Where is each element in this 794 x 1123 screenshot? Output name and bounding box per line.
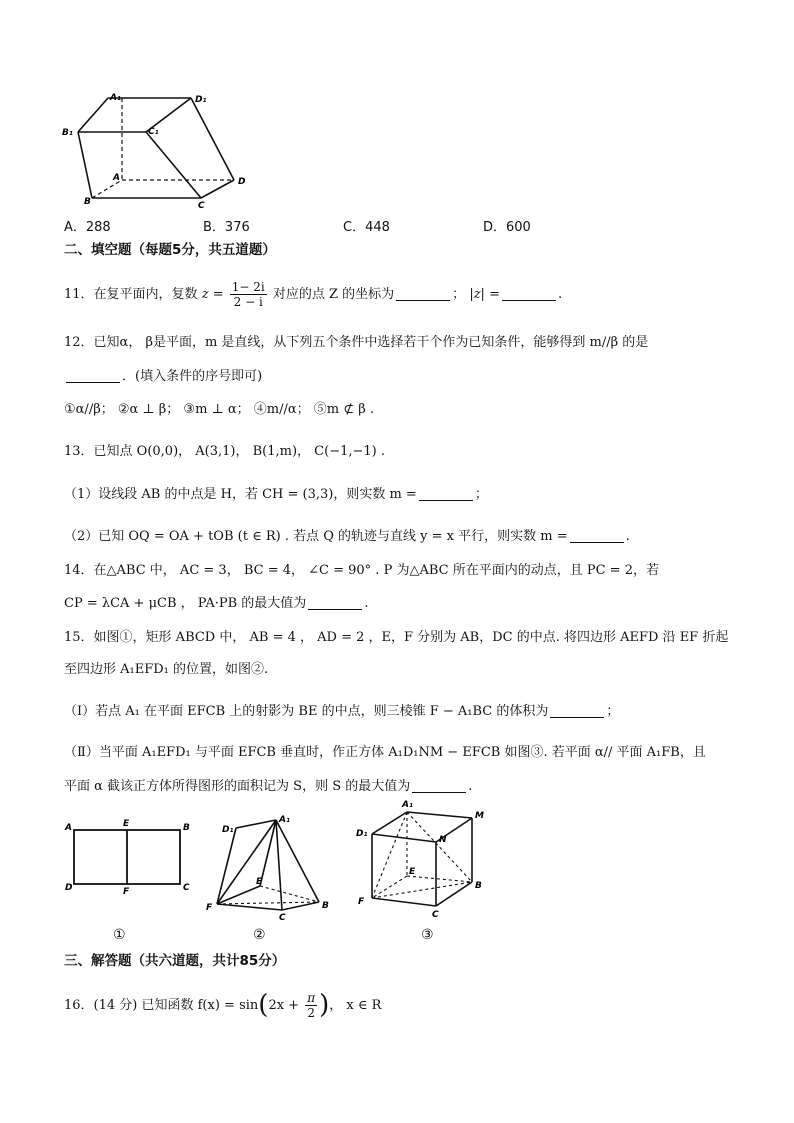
answer-blank — [502, 286, 556, 301]
fig2-label-a1: A₁ — [279, 815, 290, 825]
fig3-label-f: F — [358, 897, 365, 907]
question-15-part1: （Ⅰ）若点 A₁ 在平面 EFCB 上的射影为 BE 的中点，则三棱锥 F − A₁BC 的体积为 ； — [64, 704, 620, 719]
label-c: C — [198, 201, 205, 210]
option-a: A．288 — [64, 220, 111, 235]
fig2-label-b: B — [322, 901, 329, 911]
question-15-line1: 15．如图①，矩形 ABCD 中， AB = 4 ， AD = 2 ，E，F 分别为 AB，DC 的中点. 将四边形 AEFD 沿 EF 折起 — [64, 630, 729, 645]
question-16: 16．(14 分) 已知函数 f(x) = sin(2x + $\frac{\pi}{2}$ )， x ∈ R — [64, 990, 382, 1020]
question-11: 11．在复平面内，复数 z = $\frac{1- 2i}{2 - i}$ 对应的点 Z 的坐标为 ； |z| = . — [64, 280, 563, 309]
figure-3-cube — [352, 798, 492, 922]
answer-blank — [66, 368, 120, 383]
label-d1: D₁ — [195, 95, 207, 105]
question-12-line1: 12．已知α， β是平面，m 是直线，从下列五个条件中选择若干个作为已知条件，能够得到 m//β 的是 — [64, 335, 649, 350]
fig2-label-f: F — [206, 903, 213, 913]
fig3-label-b: B — [475, 881, 482, 891]
question-14-line1: 14．在△ABC 中， AC = 3， BC = 4， ∠C = 90° . P 为△ABC 所在平面内的动点，且 PC = 2，若 — [64, 563, 659, 578]
section-3-heading: 三、解答题（共六道题，共计85分） — [64, 953, 286, 969]
label-d: D — [238, 177, 246, 187]
fig3-label-c: C — [432, 910, 439, 920]
fig3-label-m: M — [475, 811, 484, 821]
fig3-label-e: E — [409, 867, 416, 877]
fig1-label-e: E — [123, 819, 130, 829]
answer-blank — [308, 595, 362, 610]
fig1-label-d: D — [65, 883, 73, 893]
fraction: $\frac{\pi}{2}$ — [307, 991, 316, 1020]
label-c1: C₁ — [148, 127, 159, 137]
fig3-label-a1: A₁ — [402, 800, 413, 810]
fig2-label-c: C — [279, 913, 286, 922]
question-15-part2-line2: 平面 α 截该正方体所得图形的面积记为 S，则 S 的最大值为 . — [64, 779, 473, 794]
question-13: 13．已知点 O(0,0)， A(3,1)， B(1,m)， C(−1,−1) . — [64, 444, 385, 459]
question-15-line2: 至四边形 A₁EFD₁ 的位置，如图②. — [64, 662, 269, 677]
label-a1: A₁ — [110, 93, 121, 103]
figure-3-caption: ③ — [421, 927, 434, 943]
answer-blank — [550, 703, 604, 718]
answer-blank — [412, 778, 466, 793]
fig1-label-a: A — [65, 823, 72, 833]
label-b1: B₁ — [62, 128, 73, 138]
answer-blank — [419, 486, 473, 501]
question-13-part1: （1）设线段 AB 的中点是 H，若 CH = (3,3)，则实数 m = ； — [64, 487, 488, 502]
fig1-label-c: C — [183, 883, 190, 893]
fig3-label-d1: D₁ — [356, 829, 368, 839]
fig2-label-d1: D₁ — [222, 825, 234, 835]
fig1-label-b: B — [183, 823, 190, 833]
fig1-label-f: F — [123, 887, 130, 896]
option-d: D．600 — [483, 220, 531, 235]
label-a: A — [113, 173, 120, 183]
figure-2-caption: ② — [253, 927, 266, 943]
option-c: C．448 — [343, 220, 390, 235]
fig2-label-e: E — [256, 877, 263, 887]
question-15-part2-line1: （Ⅱ）当平面 A₁EFD₁ 与平面 EFCB 垂直时，作正方体 A₁D₁NM − EFCB 如图③. 若平面 α// 平面 A₁FB，且 — [64, 745, 706, 760]
question-13-part2: （2）已知 OQ = OA + tOB (t ∈ R) . 若点 Q 的轨迹与直线 y = x 平行，则实数 m = . — [64, 529, 630, 544]
fraction: $\frac{1- 2i}{2 - i}$ — [231, 280, 265, 309]
question-12-line2: ．(填入条件的序号即可) — [64, 367, 262, 387]
figure-1-rectangle — [64, 818, 198, 896]
figure-parallelepiped — [58, 88, 268, 210]
label-b: B — [84, 197, 91, 207]
section-2-heading: 二、填空题（每题5分，共五道题） — [64, 242, 276, 258]
question-12-conditions: ①α//β； ②α ⊥ β； ③m ⊥ α； ④m//α； ⑤m ⊄ β . — [64, 402, 375, 417]
answer-blank — [396, 286, 450, 301]
figure-2-folded — [204, 812, 338, 922]
question-14-line2: CP = λCA + μCB ， PA·PB 的最大值为 . — [64, 596, 369, 611]
answer-blank — [570, 528, 624, 543]
figure-1-caption: ① — [113, 927, 126, 943]
option-b: B．376 — [203, 220, 250, 235]
fig3-label-n: N — [439, 835, 447, 845]
